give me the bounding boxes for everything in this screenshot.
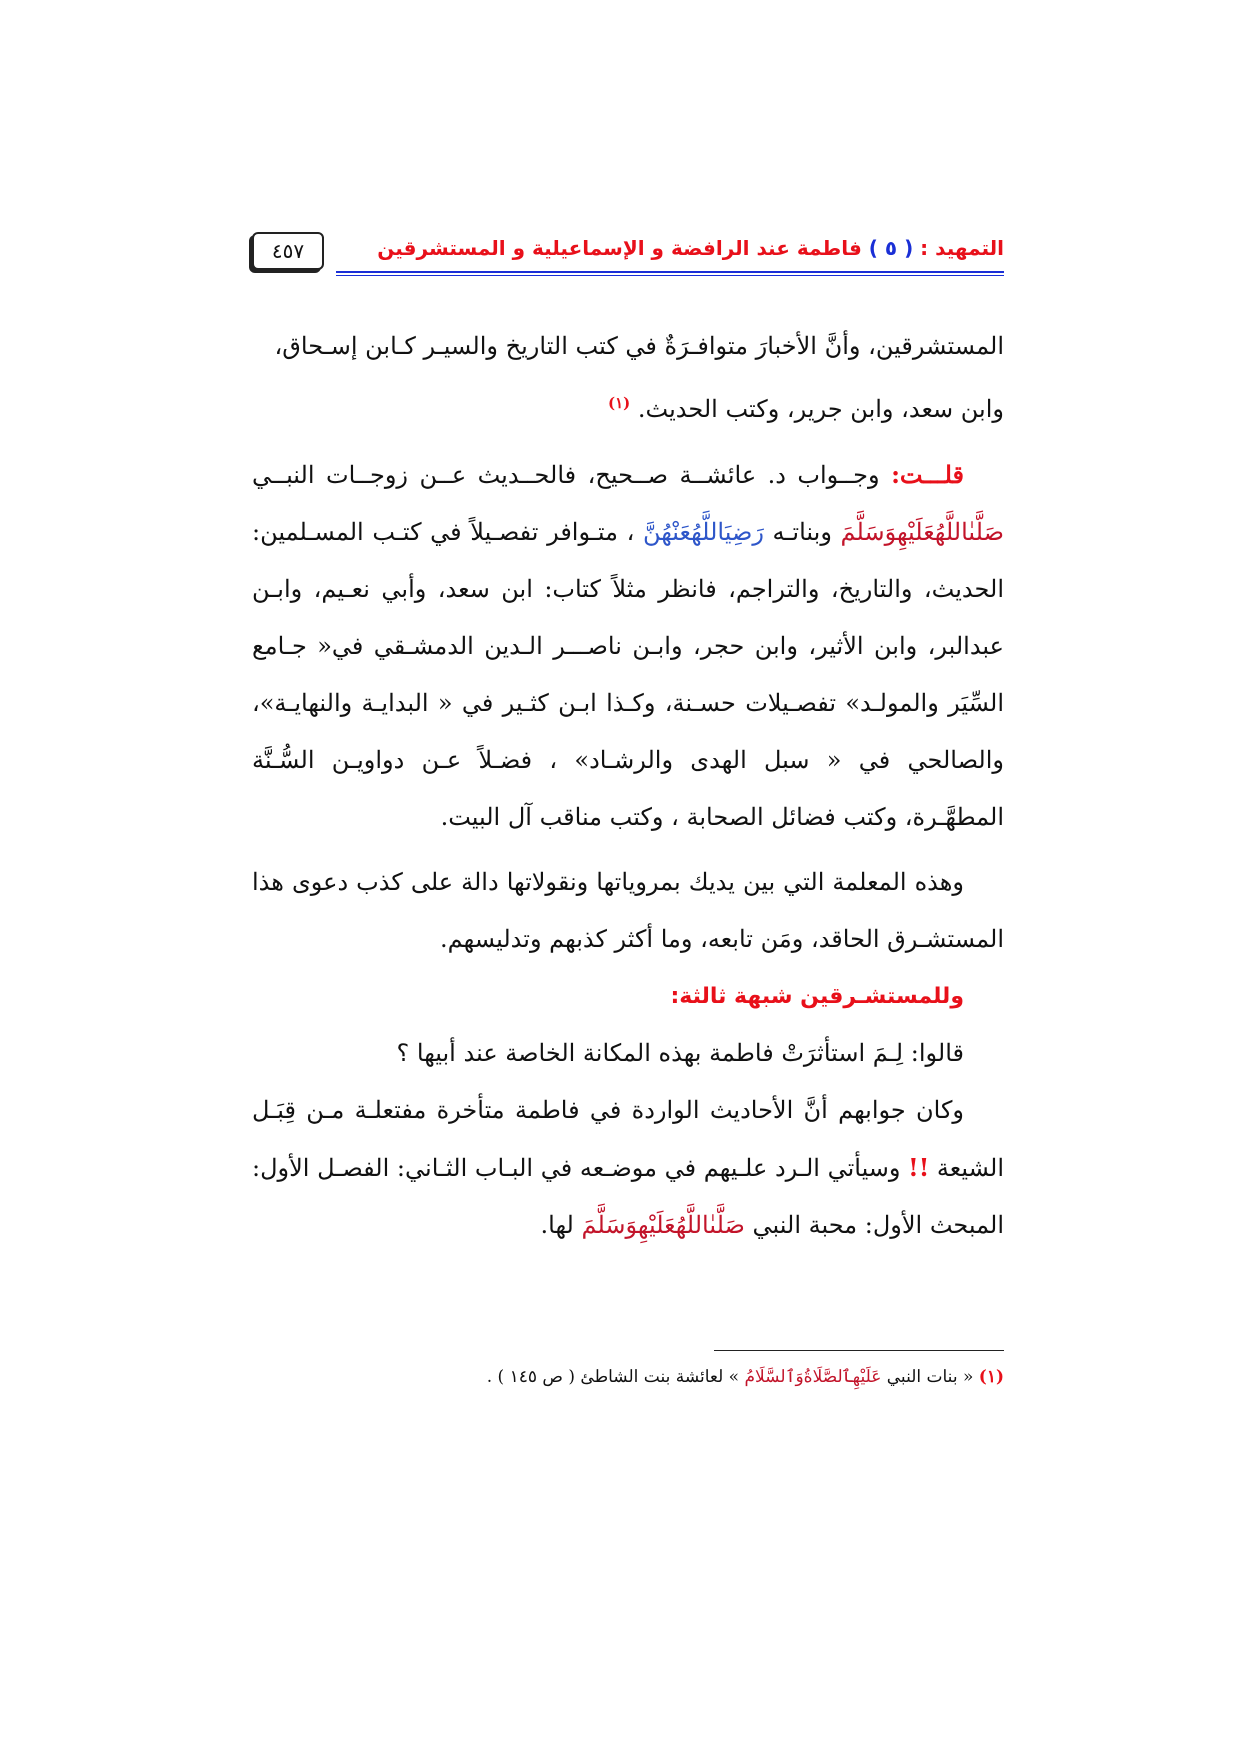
footnote-reference[interactable]: (١) [607, 394, 631, 412]
running-title-part3: فاطمة عند الرافضة و الإسماعيلية و المستشرقين [377, 236, 869, 260]
paragraph-5-text-2: وسيأتي الـرد علـيهم في موضـعه في البـاب الثـاني: الفصـل الأول: المبحث الأول: محبة النبي [252, 1154, 1004, 1239]
page-header [252, 232, 1004, 280]
paragraph-2-text-1: وجــواب د. عائشــة صــحيح، فالحــديث عــن زوجــات النبــي [252, 461, 892, 489]
paragraph-4: قالوا: لِـمَ استأثرَتْ فاطمة بهذه المكانة الخاصة عند أبيها ؟ [396, 1039, 964, 1067]
footnote-number: (١) [978, 1367, 1004, 1387]
page-number: ٤٥٧ [252, 232, 324, 270]
running-title [377, 236, 1004, 260]
honorific-salla-2: صَلَّىٰاللَّهُعَلَيْهِوَسَلَّمَ [581, 1211, 745, 1239]
header-divider [336, 271, 1004, 276]
main-text [252, 318, 1004, 1254]
paragraph-3: وهذه المعلمة التي بين يديك بمروياتها ونقولاتها دالة على كذب دعوى هذا المستشـرق الحاقد، ومَن تابعه، وما أكثر كذبهم وتدليسهم. [252, 868, 1004, 953]
footnote-honorific: عَلَيْهِٱلصَّلَاةُوَٱلسَّلَامُ [744, 1367, 882, 1387]
paragraph-2 [252, 446, 1004, 846]
paragraph-2-text-2: وبناتـه [763, 518, 841, 546]
running-title-part1: التمهيد : [913, 236, 1004, 260]
paragraph-2-lead: قلـــت: [891, 460, 964, 489]
running-title-part2: ( ٥ ) [868, 236, 914, 260]
paragraph-1-line-1: المستشرقين، وأنَّ الأخبارَ متوافـرَةٌ في كتب التاريخ والسيـر كـابن إسـحاق، [274, 332, 1004, 360]
honorific-salla-1: صَلَّىٰاللَّهُعَلَيْهِوَسَلَّمَ [840, 518, 1004, 546]
paragraph-2-text-3: ، متـوافر تفصـيلاً في كتـب المسـلمين: الحديث، والتاريخ، والتراجم، فانظر مثلاً كتاب: ابن سعد، وأبي نعـيم، وابـن عبدالبر، وابن الأثير، وابن حجر، وابـن ناصـــر الـدين الدمشـقي في« جـامع السِّيَر والمولـد» تفصـيلات حسـنة، وكـذا ابـن كثـير في « البدايـة والنهايـة»، والصالحي في « سبل الهدى والرشـاد» ، فضـلاً عـن دواويـن السُّـنَّة المطهَّـرة، وكتب فضائل الصحابة ، وكتب مناقب آل البيت. [252, 518, 1004, 831]
paragraph-5 [252, 1082, 1004, 1254]
paragraph-5-text-1: وكان جوابهم أنَّ الأحاديث الواردة في فاطمة متأخرة مفتعلـة مـن قِبَـل الشيعة [252, 1096, 1004, 1182]
paragraph-1-line-2: وابن سعد، وابن جرير، وكتب الحديث. [637, 395, 1004, 423]
footnote-divider [714, 1350, 1004, 1351]
exclamation-mark: !! [908, 1153, 930, 1182]
footnote-text-1: « بنات النبي [881, 1367, 979, 1387]
footnote-text-2: » لعائشة بنت الشاطئ ( ص ١٤٥ ) . [486, 1367, 745, 1387]
footnote-1 [252, 1366, 1004, 1387]
honorific-radiya: رَضِيَاللَّهُعَنْهُنَّ [642, 518, 764, 546]
paragraph-1 [252, 318, 1004, 438]
section-subheading: وللمستشـرقين شبهة ثالثة: [670, 984, 964, 1009]
paragraph-5-text-3: لها. [540, 1211, 582, 1239]
